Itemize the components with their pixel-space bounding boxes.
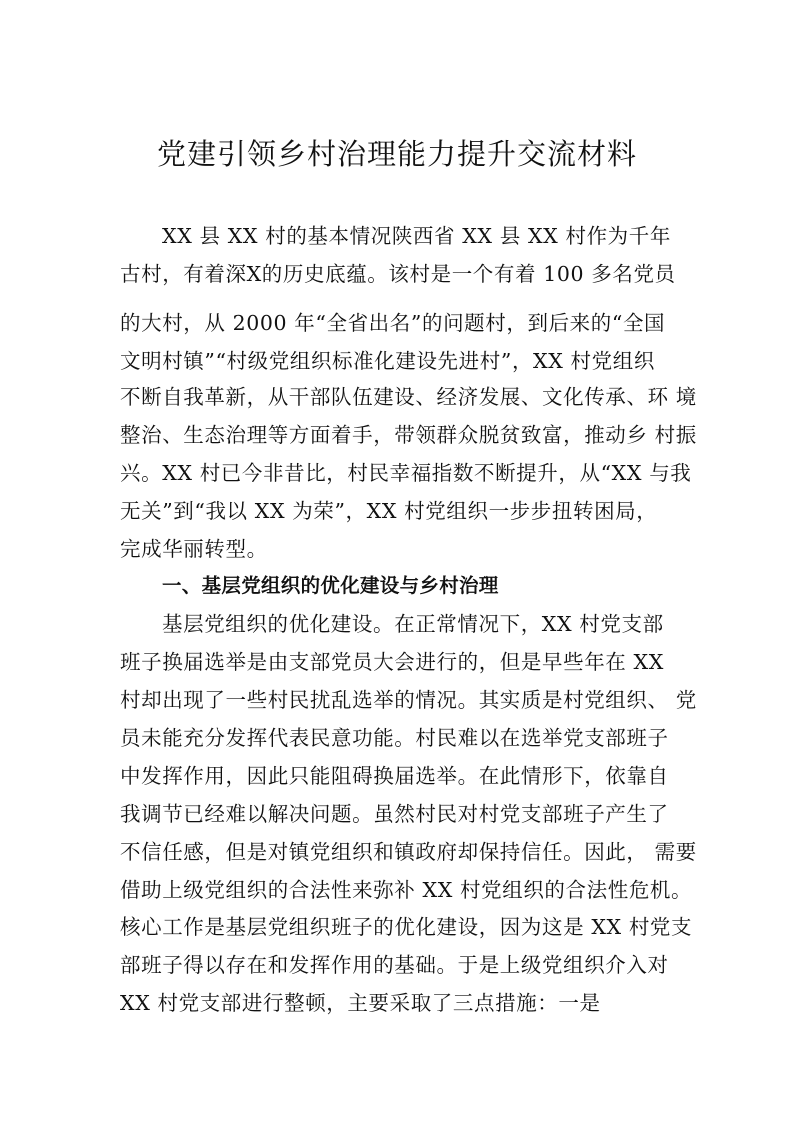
section-line-6: 我调节已经难以解决问题。虽然村民对村党支部班子产生了 <box>120 802 669 826</box>
section-line-10: 部班子得以存在和发挥作用的基础。于是上级党组织介入对 <box>120 953 669 977</box>
section-line-3: 村却出现了一些村民扰乱选举的情况。其实质是村党组织、 党 <box>120 688 697 712</box>
intro-line-8: 无关”到“我以 XX 为荣”，XX 村党组织一步步扭转困局， <box>120 499 658 523</box>
section-line-2: 班子换届选举是由支部党员大会进行的，但是早些年在 XX <box>120 650 664 674</box>
section-heading: 一、基层党组织的优化建设与乡村治理 <box>162 574 499 597</box>
section-line-5: 中发挥作用，因此只能阻碍换届选举。在此情形下，依靠自 <box>120 764 669 788</box>
section-line-7: 不信任感，但是对镇党组织和镇政府却保持信任。因此， 需要 <box>120 840 697 864</box>
section-line-11: XX 村党支部进行整顿，主要采取了三点措施：一是 <box>120 991 601 1015</box>
intro-line-3: 的大村，从 2000 年“全省出名”的问题村，到后来的“全国 <box>120 311 666 335</box>
intro-line-1: XX 县 XX 村的基本情况陕西省 XX 县 XX 村作为千年 <box>162 224 671 248</box>
section-line-1: 基层党组织的优化建设。在正常情况下，XX 村党支部 <box>162 612 664 636</box>
intro-line-5: 不断自我革新，从干部队伍建设、经济发展、文化传承、环 境 <box>120 385 697 409</box>
intro-line-4: 文明村镇”“村级党组织标准化建设先进村”，XX 村党组织 <box>120 349 655 373</box>
intro-line-2: 古村，有着深X的历史底蕴。该村是一个有着 100 多名党员 <box>120 262 676 286</box>
section-line-9: 核心工作是基层党组织班子的优化建设，因为这是 XX 村党支 <box>120 915 693 939</box>
section-line-8: 借助上级党组织的合法性来弥补 XX 村党组织的合法性危机。 <box>120 878 693 902</box>
intro-line-7: 兴。XX 村已今非昔比，村民幸福指数不断提升，从“XX 与我 <box>120 461 692 485</box>
intro-line-9: 完成华丽转型。 <box>120 537 268 561</box>
document-title: 党建引领乡村治理能力提升交流材料 <box>156 137 637 171</box>
section-line-4: 员未能充分发挥代表民意功能。村民难以在选举党支部班子 <box>120 726 669 750</box>
intro-line-6: 整治、生态治理等方面着手，带领群众脱贫致富，推动乡 村振 <box>120 423 697 447</box>
